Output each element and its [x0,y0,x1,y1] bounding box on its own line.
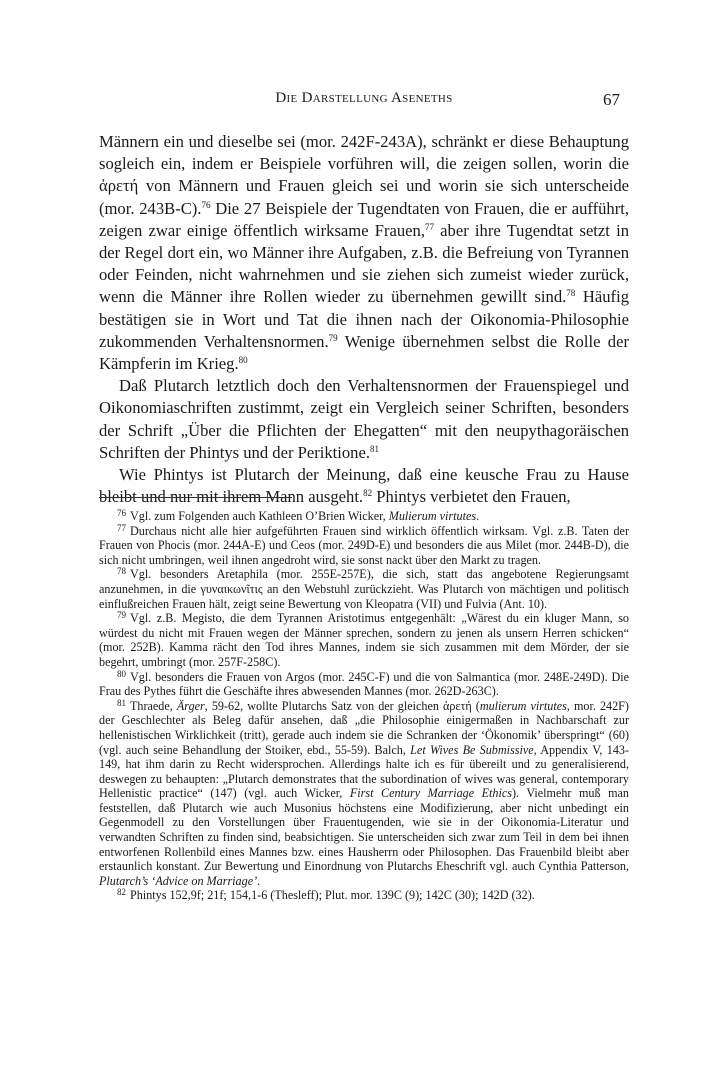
footnote-separator [99,497,292,498]
footnote-78: $^{78}$ Vgl. besonders Aretaphila (mor. 255E-257E), die sich, statt das angebotene Regierungsamt anzunehmen, in die γυναικωνῖτις an den Webstuhl zurückzieht. Was Plutarch von mächtigen und politisch einflußreichen Frauen hält, zeigt seine Bewertung von Kleopatra (VII) und Fulvia (Ant. 10). [99,566,629,611]
page-header [100,90,628,112]
footnote-81: $^{81}$ Thraede, Ärger, 59-62, wollte Plutarchs Satz von der gleichen ἀρετή (mulierum virtutes, mor. 242F) der Geschlechter als Beleg dafür ansehen, daß „die Philosophie einigermaßen in Nachbarschaft zur hellenistischen Wirklichkeit (tritt), gerade auch indem sie die Schranken der ‘Ökonomik’ überspringt“ (60) (vgl. auch seine Behandlung der Stoiker, ebd., 55-59). Balch, Let Wives Be Submissive, Appendix V, 143-149, hat ihm darin zu Recht widersprochen. Allerdings halte ich es für übereilt und zu generalisierend, deswegen zu behaupten: „Plutarch demonstrates that the subordination of wives was general, contemporary Hellenistic practice“ (147) (vgl. auch Wicker, First Century Marriage Ethics). Vielmehr muß man feststellen, daß Plutarch wie auch Musonius höchstens eine Modifizierung, aber nicht unbedingt ein Gegenmodell zu den Vorstellungen über Frauentugenden, wie sie in der Oikonomia-Literatur und verwandten Schriften zu finden sind, beabsichtigen. Sie unterscheiden sich zwar zum Teil in dem bei ihnen entworfenen Rollenbild eines Mannes bzw. eines Hausherrn oder Philosophen. Das Frauenbild bleibt aber erstaunlich konstant. Zur Bewertung und Einordnung von Plutarchs Eheschrift vgl. auch Cynthia Patterson, Plutarch’s ‘Advice on Marriage’. [99,697,629,888]
footnote-ref: 81 [370,443,379,454]
footnote-ref: 79 [328,332,338,343]
footnote-80: $^{80}$ Vgl. besonders die Frauen von Argos (mor. 245C-F) und die von Salmantica (mor. 248E-249D). Die Frau des Pythes führt die Geschäfte ihres abwesenden Mannes (mor. 262D-263C). [99,668,629,699]
paragraph: Wie Phintys ist Plutarch der Meinung, daß eine keusche Frau zu Hause bleibt und nur mit ihrem Mann ausgeht.$^{82}$ Phintys verbietet den Frauen, [99,465,629,507]
page-number: 67 [603,90,620,109]
paragraph: Männern ein und dieselbe sei (mor. 242F-243A), schränkt er diese Behauptung sogleich ein, indem er Beispiele vorführen will, die zeigen sollen, worin die ἀρετή von Männern und Frauen gleich sei und worin sie sich unterscheide (mor. 243B-C).$^{76}$ Die 27 Beispiele der Tugendtaten von Frauen, die er aufführt, zeigen zwar einige öffentlich wirksame Frauen,$^{77}$ aber ihre Tugendtat setzt in der Regel dort ein, wo Männer ihre Aufgaben, z.B. die Befreiung von Tyrannen oder Feinden, nicht wahrnehmen und sie ziehen sich zumeist wieder zurück, wenn die Männer ihre Rollen wieder zu übernehmen gewillt sind.$^{78}$ Häufig bestätigen sie in Wort und Tat die ihnen nach der Oikonomia-Philosophie zukommenden Verhaltensnormen.$^{79}$ Wenige übernehmen selbst die Rolle der Kämpferin im Krieg.$^{80}$ [99,132,629,374]
footnote-79: $^{79}$ Vgl. z.B. Megisto, die dem Tyrannen Aristotimus entgegenhält: „Wärest du ein kluger Mann, so würdest du nicht mit Frauen wegen der Männer sprechen, sondern zu jenen als unsern Herren schicken“ (mor. 252B). Kamma rächt den Tod ihres Mannes, indem sie sich zusammen mit dem Mörder, der sie begehrt, umbringt (mor. 257F-258C). [99,610,629,669]
footnotes [99,509,629,903]
footnote-77: $^{77}$ Durchaus nicht alle hier aufgeführten Frauen sind wirklich öffentlich wirksam. Vgl. z.B. Taten der Frauen von Phocis (mor. 244A-E) und Ceos (mor. 249D-E) und besonders die aus Milet (mor. 244B-D), die sich nicht umbringen, weil ihnen angedroht wird, sie sonst nackt über den Markt zu tragen. [99,522,629,567]
footnote-82: $^{82}$ Phintys 152,9f; 21f; 154,1-6 (Thesleff); Plut. mor. 139C (9); 142C (30); 142D (32). [117,887,535,903]
footnote-ref: 76 [201,199,211,210]
footnote-ref: 78 [566,288,576,299]
footnote-ref: 82 [363,488,373,499]
footnote-ref: 80 [238,355,248,366]
main-text [99,131,629,508]
running-title: Die Darstellung Aseneths [275,90,453,106]
paragraph: Daß Plutarch letztlich doch den Verhaltensnormen der Frauenspiegel und Oikonomiaschriften zustimmt, zeigt ein Vergleich seiner Schriften, besonders der Schrift „Über die Pflichten der Ehegatten“ mit den neupythagoräischen Schriften der Phintys und der Periktione.$^{81}$ [99,376,629,462]
footnote-76: $^{76}$ Vgl. zum Folgenden auch Kathleen O’Brien Wicker, Mulierum virtutes. [117,508,480,523]
footnote-ref: 77 [424,221,434,232]
